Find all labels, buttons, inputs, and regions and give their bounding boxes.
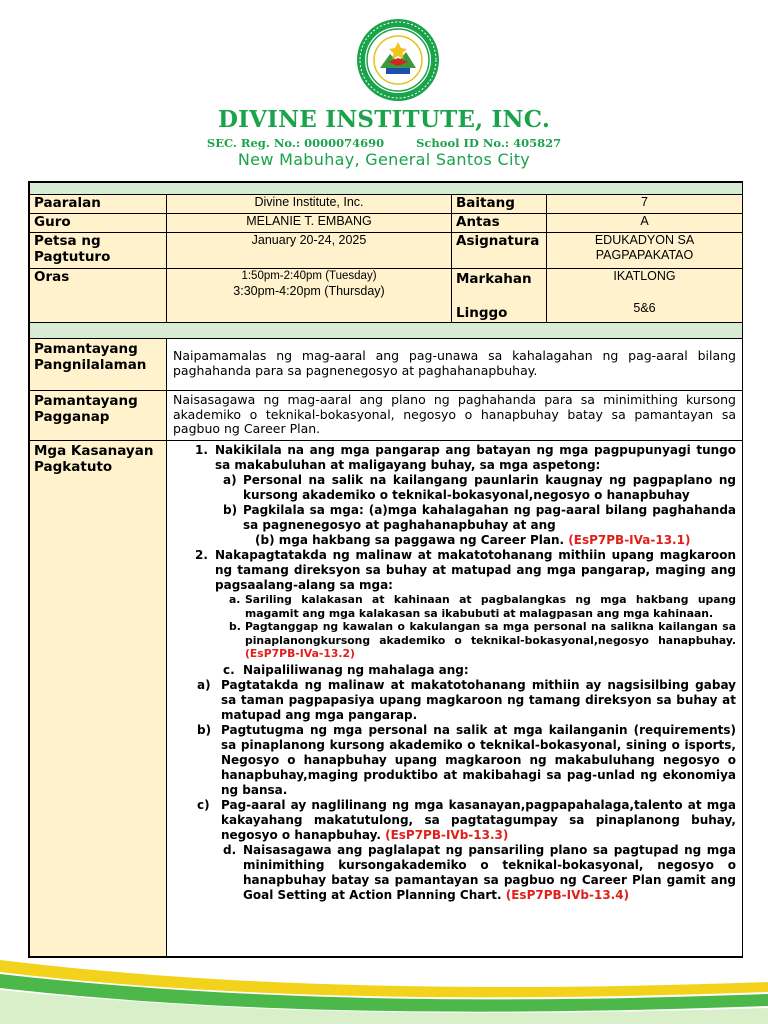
asignatura-value: EDUKADYON SA PAGPAPAKATAO [547,233,743,269]
pangnilalaman-text [167,339,743,391]
list-item [173,533,736,548]
lesson-plan-table [28,181,743,958]
oras-tuesday: 1:50pm-2:40pm (Tuesday) [241,270,377,282]
list-number: 2. [195,548,208,562]
row-kasanayan [30,441,743,957]
guro-label: Guro [30,214,167,233]
list-item [173,473,736,503]
sec-reg-number: SEC. Reg. No.: 0000074690 [206,136,385,150]
list-item [173,620,736,661]
info-row-oras [30,269,743,323]
list-text: Naipaliliwanag ng mahalaga ang: [243,662,469,677]
registration-line [0,136,768,150]
kasanayan-label: Mga Kasanayan Pagkatuto [30,441,167,957]
list-number: c) [197,797,210,812]
competency-code: (EsP7PB-IVa-13.2) [245,647,355,660]
markahan-linggo-values [547,269,743,323]
list-text: (b) mga hakbang sa paggawa ng Career Plan. [255,533,565,547]
list-number: 1. [195,443,208,457]
asignatura-label: Asignatura [452,233,547,269]
list-item [173,723,736,798]
petsa-label: Petsa ng Pagtuturo [30,233,167,269]
list-number: a) [197,677,211,692]
list-text: Pagkilala sa mga: (a)mga kahalagahan ng pag-aaral bilang paghahanda sa pagnenegosyo at paghahanapbuhay at ang [243,503,736,532]
linggo-label: Linggo [456,305,508,321]
list-item [173,663,736,678]
green-divider [30,183,743,195]
list-text: Sariling kalakasan at kahinaan at pagbalangkas ng mga hakbang upang magamit ang mga kalakasan sa ikabubuti at malagpasan ang mga kahinaan. [245,593,736,620]
list-text: Nakikilala na ang mga pangarap ang batayan ng mga pagpupunyagi tungo sa makabuluhan at maligayang buhay, sa mga aspetong: [215,443,736,472]
school-name: DIVINE INSTITUTE, INC. [217,106,551,133]
list-text: Personal na salik na kailangang paunlarin kaugnay ng pagpaplano ng kursong akademiko o teknikal-bokasyonal,negosyo o hanapbuhay [243,473,736,502]
pangnilalaman-content: Naipamamalas ng mag-aaral ang pag-unawa sa kahalagahan ng pag-aaral bilang paghahanda para sa pagnenegosyo at paghahanapbuhay. [173,348,736,378]
list-item [173,503,736,533]
linggo-value: 5&6 [633,301,656,315]
list-number: b. [229,620,241,633]
school-seal-icon [356,18,440,102]
oras-value [167,269,452,323]
row-pagganap [30,391,743,441]
oras-thursday: 3:30pm-4:20pm (Thursday) [233,284,385,298]
list-item [173,798,736,843]
paaralan-label: Paaralan [30,195,167,214]
antas-label: Antas [452,214,547,233]
info-row-guro [30,214,743,233]
list-number: a) [223,473,237,487]
petsa-value: January 20-24, 2025 [167,233,452,269]
oras-label: Oras [30,269,167,323]
list-item [173,443,736,473]
list-text: Pagtanggap ng kawalan o kakulangan sa mga personal na salikna kailangan sa pinaplanongkursong akademiko o teknikal-bokasyonal,negosyo hanapbuhay. [245,620,736,647]
markahan-label: Markahan [456,271,532,287]
guro-value: MELANIE T. EMBANG [167,214,452,233]
list-text: Pagtatakda ng malinaw at makatotohanang mithiin ay nagsisilbing gabay sa taman pagpapasiya upang magkaroon ng tamang direksyon sa buhay at matupad ang mga pangarap. [221,677,736,722]
markahan-value: IKATLONG [613,269,676,283]
list-item [173,843,736,903]
list-text: Pagtutugma ng mga personal na salik at mga kailanganin (requirements) sa pinaplanong kursong akademiko o teknikal-bokasyonal, sining o isports, Negosyo o hanapbuhay upang magkaroon ng makabuluhang negosyo o hanapbuhay,maging produktibo at makibahagi sa pag-unlad ng ekonomiya ng bansa. [221,722,736,797]
footer-swoosh-decoration [0,950,768,1024]
kasanayan-content [167,441,743,957]
school-id-number: School ID No.: 405827 [416,136,562,150]
list-item [173,593,736,620]
paaralan-value: Divine Institute, Inc. [167,195,452,214]
baitang-label: Baitang [452,195,547,214]
pagganap-text: Naisasagawa ng mag-aaral ang plano ng paghahanda para sa minimithing kursong akademiko o teknikal-bokasyonal, negosyo o hanapbuhay batay sa pamantayan sa pagbuo ng Career Plan. [167,391,743,441]
list-text: Pag-aaral ay naglilinang ng mga kasanayan,pagpapahalaga,talento at mga kakayahang makatutulong, sa pagtatagumpay sa pinaplanong buhay, negosyo o hanapbuhay. [221,797,736,842]
baitang-value: 7 [547,195,743,214]
list-number: b) [197,722,212,737]
row-pangnilalaman [30,339,743,391]
info-row-paaralan [30,195,743,214]
list-number: d. [223,842,237,857]
list-item [173,548,736,593]
markahan-linggo-labels [452,269,547,323]
pagganap-label: Pamantayang Pagganap [30,391,167,441]
antas-value: A [547,214,743,233]
info-row-petsa [30,233,743,269]
list-number: c. [223,662,235,677]
list-number: b) [223,503,238,517]
pangnilalaman-label: Pamantayang Pangnilalaman [30,339,167,391]
school-address: New Mabuhay, General Santos City [237,150,531,169]
list-text: Naisasagawa ang paglalapat ng pansariling plano sa pagtupad ng mga minimithing kursongakademiko o teknikal-bokasyonal, negosyo o hanapbuhay batay sa pamantayan sa pagbuo ng Career Plan gamit ang Goal Setting at Action Planning Chart. [243,842,736,902]
green-divider [30,323,743,339]
competency-code: (EsP7PB-IVb-13.3) [385,827,509,842]
list-number: a. [229,593,241,606]
competency-code: (EsP7PB-IVb-13.4) [505,887,630,902]
list-text: Nakapagtatakda ng malinaw at makatotohanang mithiin upang magkaroon ng tamang direksyon sa buhay at matupad ang mga pangarap, maging ang pagsaalang-alang sa mga: [215,548,736,592]
list-item [173,678,736,723]
competency-code: (EsP7PB-IVa-13.1) [568,533,691,547]
